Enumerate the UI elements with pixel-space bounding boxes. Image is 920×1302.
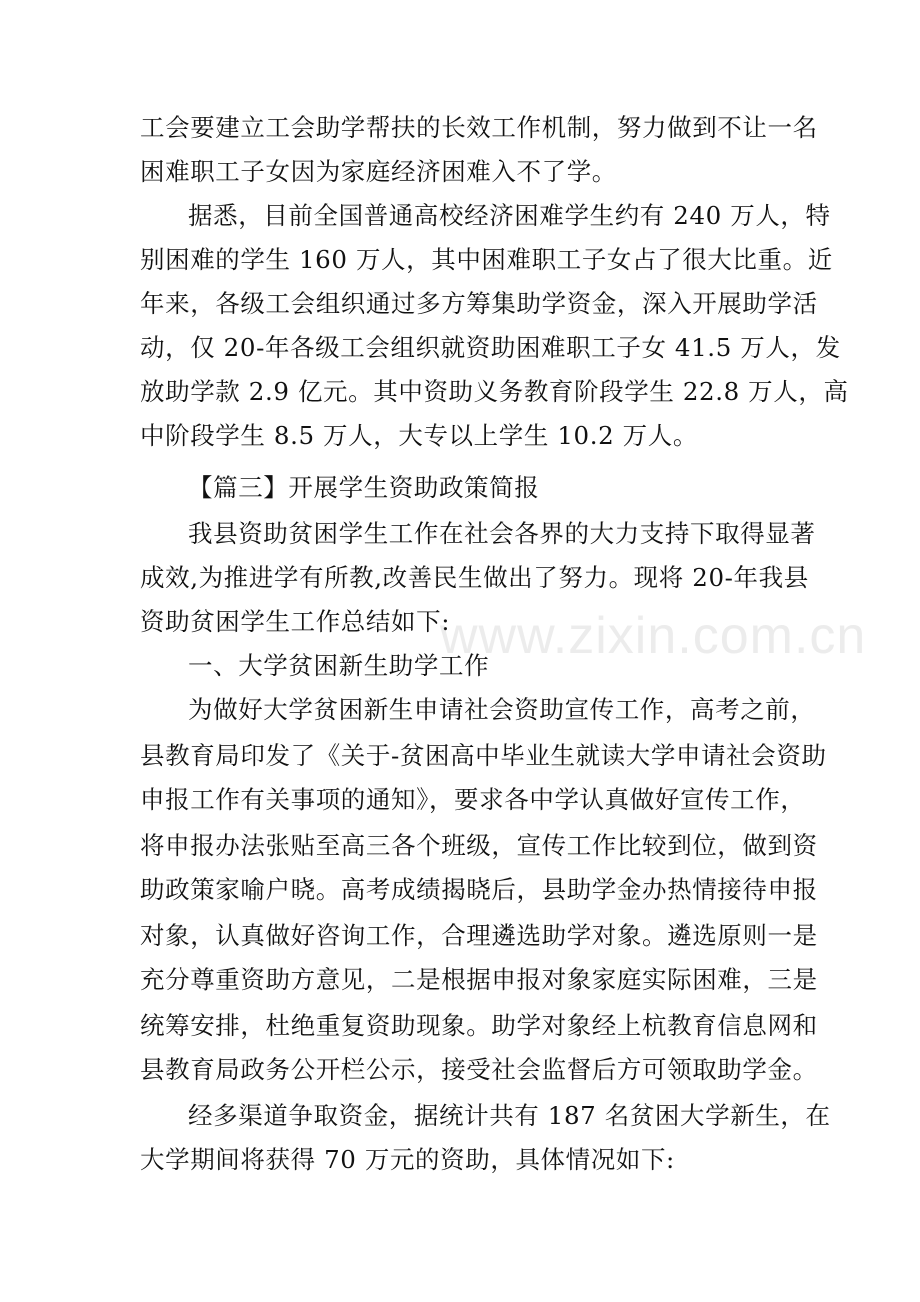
text-line: 别困难的学生 160 万人，其中困难职工子女占了很大比重。近 bbox=[140, 245, 833, 274]
text-line: 统筹安排，杜绝重复资助现象。助学对象经上杭教育信息网和 bbox=[140, 1011, 818, 1040]
watermark: www.zixin.com.cn bbox=[440, 607, 867, 665]
text-line: 助政策家喻户晓。高考成绩揭晓后，县助学金办热情接待申报 bbox=[140, 875, 818, 904]
text-line: 大学期间将获得 70 万元的资助，具体情况如下: bbox=[140, 1145, 675, 1174]
text-line: 动，仅 20-年各级工会组织就资助困难职工子女 41.5 万人，发 bbox=[140, 333, 841, 362]
section-heading: 【篇三】开展学生资助政策简报 bbox=[188, 473, 540, 502]
text-line: 充分尊重资助方意见，二是根据申报对象家庭实际困难，三是 bbox=[140, 965, 818, 994]
text-line: 申报工作有关事项的通知》，要求各中学认真做好宣传工作， bbox=[140, 785, 806, 814]
text-line: 工会要建立工会助学帮扶的长效工作机制，努力做到不让一名 bbox=[140, 113, 818, 142]
text-line: 据悉，目前全国普通高校经济困难学生约有 240 万人，特 bbox=[188, 201, 831, 230]
text-line: 放助学款 2.9 亿元。其中资助义务教育阶段学生 22.8 万人，高 bbox=[140, 377, 849, 406]
text-line: 我县资助贫困学生工作在社会各界的大力支持下取得显著 bbox=[188, 519, 816, 548]
text-line: 对象，认真做好咨询工作，合理遴选助学对象。遴选原则一是 bbox=[140, 921, 818, 950]
text-line: 年来，各级工会组织通过多方筹集助学资金，深入开展助学活 bbox=[140, 289, 818, 318]
text-line: 成效,为推进学有所教,改善民生做出了努力。现将 20-年我县 bbox=[140, 563, 809, 592]
text-line: 困难职工子女因为家庭经济困难入不了学。 bbox=[140, 157, 617, 186]
text-line: 将申报办法张贴至高三各个班级，宣传工作比较到位，做到资 bbox=[140, 831, 818, 860]
text-line: 为做好大学贫困新生申请社会资助宣传工作，高考之前， bbox=[188, 695, 816, 724]
text-line: 县教育局政务公开栏公示，接受社会监督后方可领取助学金。 bbox=[140, 1055, 818, 1084]
text-line: 资助贫困学生工作总结如下: bbox=[140, 607, 451, 636]
text-line: 县教育局印发了《关于-贫困高中毕业生就读大学申请社会资助 bbox=[140, 741, 827, 770]
text-line: 中阶段学生 8.5 万人，大专以上学生 10.2 万人。 bbox=[140, 421, 698, 450]
text-line: 经多渠道争取资金，据统计共有 187 名贫困大学新生，在 bbox=[188, 1101, 831, 1130]
subsection-heading: 一、大学贫困新生助学工作 bbox=[188, 651, 490, 680]
